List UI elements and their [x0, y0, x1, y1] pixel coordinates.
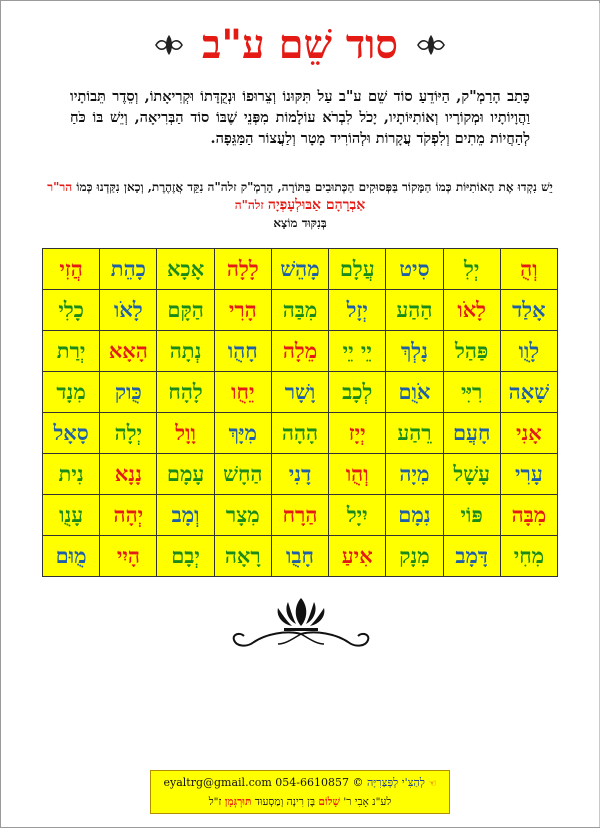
note-tail: בְּנִקּוּד מוֹצָא	[273, 216, 327, 230]
grid-cell: סִיט	[386, 249, 443, 290]
grid-cell: מָהֵשׁ	[271, 249, 328, 290]
grid-cell: לָוֻו	[500, 331, 557, 372]
grid-cell: מִנָק	[386, 536, 443, 577]
grid-cell: יְלִ	[443, 249, 500, 290]
grid-cell: רֵהַע	[386, 413, 443, 454]
grid-cell: נָנָא	[100, 454, 157, 495]
grid-row	[43, 249, 558, 290]
intro-paragraph: כָּתַב הָרַמְ"ק, הַיּוֹדֵעַ סוֹד שֵׁם ע"ב עַל תִּקּוּנוֹ וְצֵרוּפוֹ וּנְקֻדָּתוֹ וּקְרִיאָתוֹ, וְסֵדֶר תֵּבוֹתָיו וַהֲוָיוֹתָיו וּמְקוֹרָיו וְאוֹתִיּוֹתָיו, יָכֹל לִבְרֹא עוֹלָמוֹת מִפְּנֵי שֶׁבּוֹ סוֹד הַבְּרִיאָה, וְיֵשׁ בּוֹ כֹּחַ לְהַחֲיוֹת מֵתִים וְלִפְקֹד עֲקָרוֹת וּלְהוֹרִיד מָטָר וְלַעֲצוֹר הַמַּגֵּפָה.	[70, 88, 530, 147]
grid-cell: לָהָח	[157, 372, 214, 413]
grid-row	[43, 454, 558, 495]
grid-cell: יְיָז	[329, 413, 386, 454]
grid-cell: כָלִי	[43, 290, 100, 331]
grid-cell: מִנָד	[43, 372, 100, 413]
names-grid	[42, 248, 558, 577]
grid-cell: כָהֵת	[100, 249, 157, 290]
grid-cell: וָוָל	[157, 413, 214, 454]
grid-cell: פּוֹי	[443, 495, 500, 536]
grid-cell: רָאָה	[214, 536, 271, 577]
grid-cell: הָאָא	[100, 331, 157, 372]
grid-cell: אָנִי	[500, 413, 557, 454]
grid-cell: מִיָּךְ	[214, 413, 271, 454]
note-paragraph	[40, 178, 560, 232]
grid-cell: נִמָם	[386, 495, 443, 536]
grid-cell: מִבַּה	[271, 290, 328, 331]
footer-email[interactable]: eyaltrg@gmail.com	[163, 776, 272, 789]
grid-cell: הַרָח	[271, 495, 328, 536]
footer-phone[interactable]: 054-6610857	[275, 776, 349, 789]
grid-cell: אָלַד	[500, 290, 557, 331]
grid-cell: יְזָל	[329, 290, 386, 331]
grid-cell: לָאֹו	[100, 290, 157, 331]
ornament-icon	[226, 594, 376, 652]
grid-cell: חָעֲם	[443, 413, 500, 454]
dedication-end: ז"ל	[208, 796, 222, 808]
grid-cell: אָכָא	[157, 249, 214, 290]
grid-cell: לָאֹו	[443, 290, 500, 331]
grid-cell: נָלְךְ	[386, 331, 443, 372]
grid-cell: עֲלָם	[329, 249, 386, 290]
grid-cell: רִיִּי	[443, 372, 500, 413]
grid-cell: יֵחֻו	[214, 372, 271, 413]
grid-cell: עָשָׁל	[443, 454, 500, 495]
grid-cell: עָנֻו	[43, 495, 100, 536]
grid-cell: פַּהַל	[443, 331, 500, 372]
grid-cell: הָרִי	[214, 290, 271, 331]
grid-cell: מִיָה	[386, 454, 443, 495]
grid-cell: אִיעַ	[329, 536, 386, 577]
page-title: סוד שֵׁם ע"ב	[201, 21, 399, 68]
grid-cell: יִיָל	[329, 495, 386, 536]
grid-cell: מֻוּם	[43, 536, 100, 577]
grid-cell: נְתָה	[157, 331, 214, 372]
grid-cell: הַהַע	[386, 290, 443, 331]
grid-row	[43, 290, 558, 331]
grid-cell: שָׁאָה	[500, 372, 557, 413]
grid-cell: אֹוֻם	[386, 372, 443, 413]
footer-label: לְהַצִּ'י לְפְּצַּרִיָּה	[367, 776, 425, 789]
grid-cell: וְהֻו	[329, 454, 386, 495]
grid-cell: עָמָם	[157, 454, 214, 495]
grid-cell: עָרִי	[500, 454, 557, 495]
dedication-pre: לע"נ אָבִי ר'	[343, 796, 392, 808]
dedication-surname: תּוּרְגְּמָן	[224, 796, 252, 808]
grid-cell: הַקָּם	[157, 290, 214, 331]
grid-cell: הָהָה	[271, 413, 328, 454]
grid-cell: וְהֻ	[500, 249, 557, 290]
grid-cell: וָשָׁר	[271, 372, 328, 413]
grid-cell: מִצָר	[214, 495, 271, 536]
grid-row	[43, 331, 558, 372]
grid-row	[43, 372, 558, 413]
grid-row	[43, 495, 558, 536]
grid-cell: דָנִי	[271, 454, 328, 495]
note-name: אַבְרָהָם אַבּוּלְעָפְיָה	[267, 197, 366, 213]
grid-cell: לְכָב	[329, 372, 386, 413]
grid-cell: מֵלָה	[271, 331, 328, 372]
grid-cell: הַחָשׁ	[214, 454, 271, 495]
grid-cell: יְלָה	[100, 413, 157, 454]
grid-row	[43, 536, 558, 577]
dedication-name: שָׁלוֹם	[318, 796, 340, 808]
grid-cell: יְבָם	[157, 536, 214, 577]
note-text: יֵשׁ נִקְדוּ אֶת הָאוֹתִיּוֹת כְּמוֹ הַמָּקוֹר בַּפְּסוּקִים הַכְּתוּבִים בַּתּוֹרָה, הָרַמְ"ק זלה"ה נִקֵּד אֲזֶהֶרֶת, וְכָאן נִקַּדְנוּ כְּמוֹ	[76, 180, 553, 194]
note-suffix: זלה"ה	[234, 198, 264, 212]
flourish-left-icon	[416, 32, 446, 58]
grid-cell: חָבֻו	[271, 536, 328, 577]
grid-cell: יְהָה	[100, 495, 157, 536]
grid-cell: וְמָב	[157, 495, 214, 536]
pointing-hand-icon: ☜	[428, 779, 437, 789]
grid-cell: סָאָל	[43, 413, 100, 454]
note-prefix: הר"ר	[47, 180, 73, 194]
grid-row	[43, 413, 558, 454]
grid-cell: הָיִי	[100, 536, 157, 577]
footer-box	[150, 770, 450, 814]
grid-cell: כֻּוק	[100, 372, 157, 413]
grid-cell: נִית	[43, 454, 100, 495]
title-row	[0, 20, 600, 70]
footer-contact-line	[151, 774, 449, 793]
grid-cell: הֲזִי	[43, 249, 100, 290]
footer-copyright: ©	[352, 776, 364, 789]
grid-cell: לָלָה	[214, 249, 271, 290]
grid-cell: מִחִי	[500, 536, 557, 577]
grid-cell: דָּמָב	[443, 536, 500, 577]
footer-dedication	[151, 793, 449, 811]
dedication-mid: בֶּן רִינָה וְמַסְעוּד	[254, 796, 316, 808]
flourish-right-icon	[154, 32, 184, 58]
grid-cell: חָהֻו	[214, 331, 271, 372]
grid-cell: יֵי יֵי	[329, 331, 386, 372]
grid-cell: יְרַת	[43, 331, 100, 372]
grid-cell: מִבָּה	[500, 495, 557, 536]
